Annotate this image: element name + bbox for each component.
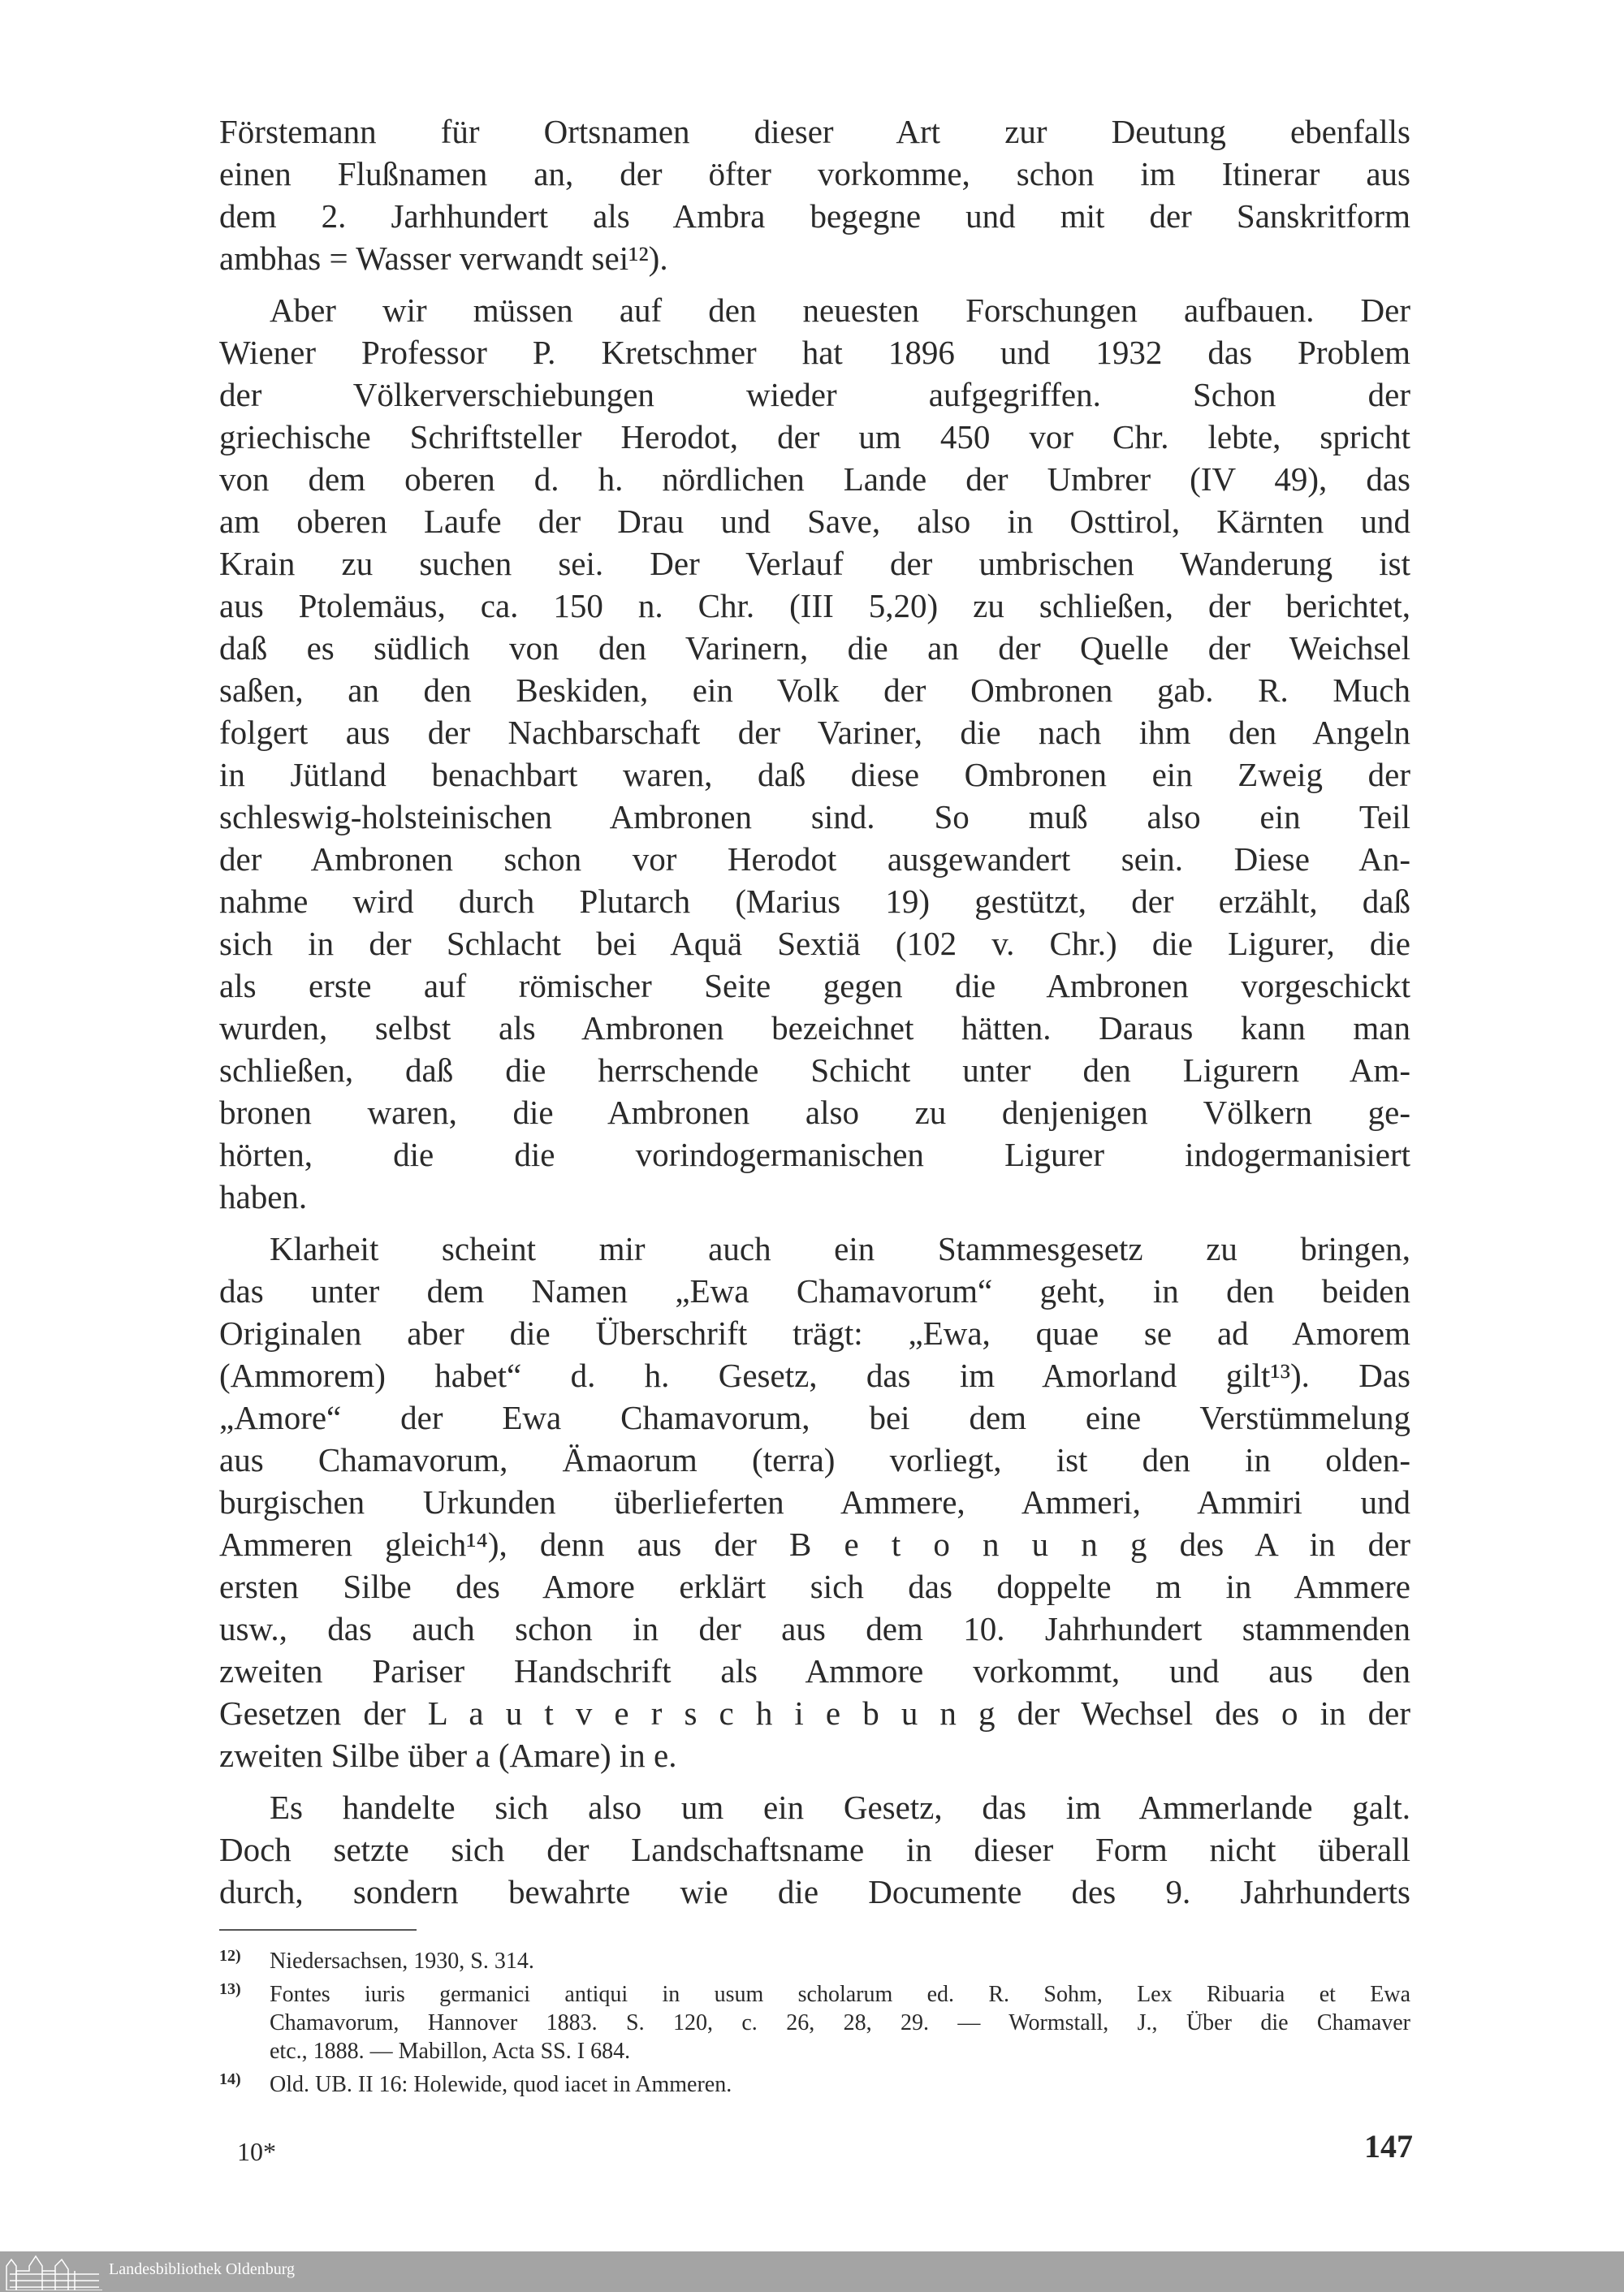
text-line: Förstemann für Ortsnamen dieser Art zur Deutung ebenfalls — [219, 113, 1410, 150]
text-line: Aber wir müssen auf den neuesten Forschungen aufbauen. Der — [270, 291, 1410, 329]
text-line: von dem oberen d. h. nördlichen Lande der Umbrer (IV 49), das — [219, 460, 1410, 498]
text-line: der Ambronen schon vor Herodot ausgewandert sein. Diese An- — [219, 840, 1410, 878]
text-line: aus Ptolemäus, ca. 150 n. Chr. (III 5,20) zu schließen, der berichtet, — [219, 587, 1410, 624]
sheet-signature: 10* — [237, 2137, 276, 2166]
body-text — [219, 110, 1410, 1923]
text-line: am oberen Laufe der Drau und Save, also in Osttirol, Kärnten und — [219, 503, 1410, 540]
paragraph — [219, 289, 1410, 1218]
text-line: usw., das auch schon in der aus dem 10. Jahrhundert stammenden — [219, 1610, 1410, 1647]
footnote — [219, 1980, 1410, 2065]
footnotes — [219, 1947, 1410, 2104]
text-line: Klarheit scheint mir auch ein Stammesgesetz zu bringen, — [270, 1230, 1410, 1267]
footnote-number: 14) — [219, 2070, 241, 2088]
paragraph — [219, 1228, 1410, 1776]
text-line: der Völkerverschiebungen wieder aufgegriffen. Schon der — [219, 376, 1410, 413]
footnote-line: etc., 1888. — Mabillon, Acta SS. I 684. — [270, 2039, 631, 2064]
paragraph — [219, 110, 1410, 279]
text-line: „Amore“ der Ewa Chamavorum, bei dem eine Verstümmelung — [219, 1399, 1410, 1436]
text-line: sich in der Schlacht bei Aquä Sextiä (102 v. Chr.) die Ligurer, die — [219, 925, 1410, 962]
text-line: haben. — [219, 1178, 308, 1215]
text-line: hörten, die die vorindogermanischen Ligurer indogermanisiert — [219, 1136, 1410, 1173]
footnote — [219, 2070, 1410, 2099]
text-line: saßen, an den Beskiden, ein Volk der Ombronen gab. R. Much — [219, 671, 1410, 709]
footnote-number: 13) — [219, 1980, 241, 1998]
text-line: Wiener Professor P. Kretschmer hat 1896 und 1932 das Problem — [219, 334, 1410, 371]
text-line: das unter dem Namen „Ewa Chamavorum“ geht, in den beiden — [219, 1272, 1410, 1310]
paragraph — [219, 1786, 1410, 1913]
footnote-line: Niedersachsen, 1930, S. 314. — [270, 1949, 534, 1974]
text-line: schleswig-holsteinischen Ambronen sind. So muß also ein Teil — [219, 798, 1410, 835]
text-line: Ammeren gleich¹⁴), denn aus der B e t o n u n g des A in der — [219, 1526, 1410, 1563]
text-line: einen Flußnamen an, der öfter vorkomme, schon im Itinerar aus — [219, 155, 1410, 192]
footnote-line: Fontes iuris germanici antiqui in usum scholarum ed. R. Sohm, Lex Ribuaria et Ewa — [270, 1982, 1410, 2007]
text-line: bronen waren, die Ambronen also zu denjenigen Völkern ge- — [219, 1094, 1410, 1131]
text-line: Es handelte sich also um ein Gesetz, das im Ammerlande galt. — [270, 1789, 1410, 1826]
text-line: schließen, daß die herrschende Schicht unter den Ligurern Am- — [219, 1051, 1410, 1089]
text-line: Originalen aber die Überschrift trägt: „Ewa, quae se ad Amorem — [219, 1314, 1410, 1352]
text-line: durch, sondern bewahrte wie die Documente des 9. Jahrhunderts — [219, 1873, 1410, 1910]
text-line: in Jütland benachbart waren, daß diese Ombronen ein Zweig der — [219, 756, 1410, 793]
footnote — [219, 1947, 1410, 1975]
library-footer-bar — [0, 2251, 1624, 2292]
library-building-icon — [5, 2255, 102, 2290]
footnote-line: Chamavorum, Hannover 1883. S. 120, c. 26, 28, 29. — Wormstall, J., Über die Chamaver — [270, 2010, 1410, 2035]
text-line: ambhas = Wasser verwandt sei¹²). — [219, 240, 668, 277]
text-line: burgischen Urkunden überlieferten Ammere, Ammeri, Ammiri und — [219, 1483, 1410, 1521]
library-name: Landesbibliothek Oldenburg — [109, 2260, 296, 2278]
text-line: wurden, selbst als Ambronen bezeichnet hätten. Daraus kann man — [219, 1009, 1410, 1047]
text-line: griechische Schriftsteller Herodot, der um 450 vor Chr. lebte, spricht — [219, 418, 1410, 455]
text-line: Krain zu suchen sei. Der Verlauf der umbrischen Wanderung ist — [219, 545, 1410, 582]
text-line: zweiten Pariser Handschrift als Ammore vorkommt, und aus den — [219, 1652, 1410, 1690]
text-line: Gesetzen der L a u t v e r s c h i e b u n g der Wechsel des o in der — [219, 1694, 1410, 1732]
text-line: (Ammorem) habet“ d. h. Gesetz, das im Amorland gilt¹³). Das — [219, 1357, 1410, 1394]
text-line: ersten Silbe des Amore erklärt sich das doppelte m in Ammere — [219, 1568, 1410, 1605]
text-line: als erste auf römischer Seite gegen die Ambronen vorgeschickt — [219, 967, 1410, 1004]
text-line: dem 2. Jarhhundert als Ambra begegne und mit der Sanskritform — [219, 197, 1410, 235]
text-line: daß es südlich von den Varinern, die an der Quelle der Weichsel — [219, 629, 1410, 667]
footnote-number: 12) — [219, 1947, 241, 1965]
text-line: zweiten Silbe über a (Amare) in e. — [219, 1737, 677, 1774]
text-line: Doch setzte sich der Landschaftsname in dieser Form nicht überall — [219, 1831, 1410, 1868]
text-line: nahme wird durch Plutarch (Marius 19) gestützt, der erzählt, daß — [219, 883, 1410, 920]
page-number: 147 — [1364, 2128, 1413, 2165]
footnote-line: Old. UB. II 16: Holewide, quod iacet in Ammeren. — [270, 2072, 732, 2097]
text-line: folgert aus der Nachbarschaft der Variner, die nach ihm den Angeln — [219, 714, 1410, 751]
text-line: aus Chamavorum, Ämaorum (terra) vorliegt, ist den in olden- — [219, 1441, 1410, 1478]
footnote-separator — [219, 1929, 417, 1931]
